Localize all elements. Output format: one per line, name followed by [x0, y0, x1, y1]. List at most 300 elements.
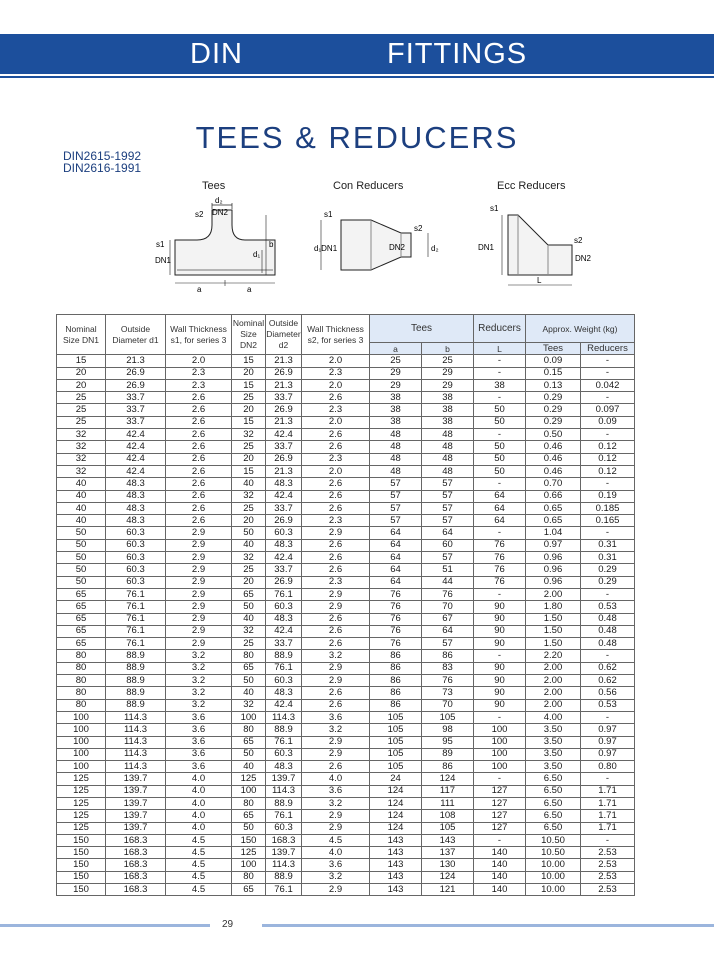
table-cell: 3.50: [526, 724, 581, 736]
tees-diagram: [150, 195, 290, 295]
table-cell: 2.9: [302, 736, 370, 748]
table-cell: 2.6: [302, 761, 370, 773]
table-row: [57, 736, 635, 748]
table-cell: 40: [57, 478, 106, 490]
table-row: [57, 638, 635, 650]
table-cell: 88.9: [106, 687, 166, 699]
table-cell: 80: [57, 675, 106, 687]
table-row: [57, 797, 635, 809]
table-cell: 3.2: [302, 797, 370, 809]
table-cell: 20: [232, 576, 266, 588]
table-cell: 143: [370, 834, 422, 846]
table-cell: 143: [370, 859, 422, 871]
table-cell: 0.48: [581, 625, 635, 637]
table-cell: 2.6: [166, 441, 232, 453]
table-cell: 64: [474, 490, 526, 502]
table-cell: 0.31: [581, 552, 635, 564]
table-cell: 64: [370, 576, 422, 588]
table-cell: 3.6: [166, 748, 232, 760]
table-cell: 57: [370, 490, 422, 502]
table-cell: 121: [422, 884, 474, 896]
table-cell: 137: [422, 847, 474, 859]
table-cell: 150: [232, 834, 266, 846]
table-cell: 2.9: [166, 625, 232, 637]
table-cell: 125: [57, 773, 106, 785]
table-cell: 3.6: [166, 711, 232, 723]
table-cell: 50: [57, 576, 106, 588]
table-cell: 0.097: [581, 404, 635, 416]
table-cell: -: [581, 711, 635, 723]
table-cell: 4.5: [166, 834, 232, 846]
table-cell: 168.3: [106, 859, 166, 871]
banner-underline: [0, 76, 714, 78]
table-cell: -: [581, 834, 635, 846]
table-cell: 21.3: [106, 355, 166, 367]
table-cell: 1.50: [526, 638, 581, 650]
table-cell: 3.2: [302, 724, 370, 736]
table-row: [57, 859, 635, 871]
table-cell: 50: [474, 404, 526, 416]
table-cell: 4.0: [166, 822, 232, 834]
table-cell: 124: [422, 871, 474, 883]
table-cell: 0.96: [526, 552, 581, 564]
table-cell: 80: [232, 871, 266, 883]
table-cell: 48: [370, 441, 422, 453]
table-cell: 4.5: [166, 847, 232, 859]
table-cell: 86: [370, 699, 422, 711]
con-s2-label: s2: [414, 224, 423, 233]
table-cell: 2.9: [166, 527, 232, 539]
table-row: [57, 416, 635, 428]
table-cell: 29: [370, 367, 422, 379]
table-cell: 21.3: [266, 379, 302, 391]
table-cell: 127: [474, 797, 526, 809]
table-cell: 60.3: [266, 822, 302, 834]
table-cell: 125: [57, 822, 106, 834]
table-cell: 2.6: [302, 699, 370, 711]
table-cell: 1.71: [581, 785, 635, 797]
table-cell: 0.12: [581, 441, 635, 453]
table-cell: -: [581, 650, 635, 662]
table-cell: 67: [422, 613, 474, 625]
table-cell: 80: [57, 662, 106, 674]
tees-a1-label: a: [197, 285, 202, 294]
table-cell: 90: [474, 662, 526, 674]
table-cell: 90: [474, 699, 526, 711]
table-cell: 0.53: [581, 601, 635, 613]
table-cell: 2.0: [302, 379, 370, 391]
table-cell: 60.3: [266, 748, 302, 760]
header-l: L: [474, 343, 526, 355]
table-cell: 15: [232, 416, 266, 428]
table-cell: 50: [232, 675, 266, 687]
table-cell: 3.6: [166, 736, 232, 748]
table-cell: 3.2: [166, 687, 232, 699]
table-cell: 100: [57, 711, 106, 723]
table-cell: 168.3: [106, 847, 166, 859]
tees-s1-label: s1: [156, 240, 165, 249]
table-cell: 42.4: [106, 453, 166, 465]
table-cell: 140: [474, 859, 526, 871]
table-cell: 2.0: [166, 355, 232, 367]
table-cell: 2.9: [302, 748, 370, 760]
table-cell: 32: [232, 552, 266, 564]
table-cell: 2.6: [166, 453, 232, 465]
table-row: [57, 662, 635, 674]
table-cell: 2.3: [302, 367, 370, 379]
tees-b-label: b: [269, 240, 274, 249]
table-cell: 76.1: [266, 588, 302, 600]
table-cell: 114.3: [106, 736, 166, 748]
table-cell: 2.6: [166, 404, 232, 416]
table-cell: 2.9: [302, 601, 370, 613]
table-cell: 4.5: [166, 884, 232, 896]
table-row: [57, 502, 635, 514]
table-row: [57, 429, 635, 441]
table-cell: 0.29: [581, 576, 635, 588]
table-cell: 76: [370, 613, 422, 625]
table-cell: 2.6: [302, 502, 370, 514]
table-cell: 0.29: [581, 564, 635, 576]
table-cell: 0.65: [526, 515, 581, 527]
table-cell: 139.7: [266, 773, 302, 785]
table-cell: 2.9: [302, 810, 370, 822]
table-cell: 65: [57, 625, 106, 637]
table-cell: 143: [370, 884, 422, 896]
table-cell: 48.3: [266, 613, 302, 625]
table-cell: 80: [57, 650, 106, 662]
table-cell: 38: [422, 416, 474, 428]
table-cell: 2.6: [166, 465, 232, 477]
table-cell: 0.12: [581, 465, 635, 477]
table-cell: 90: [474, 687, 526, 699]
table-cell: 0.09: [581, 416, 635, 428]
table-cell: 100: [474, 761, 526, 773]
table-cell: -: [474, 650, 526, 662]
table-cell: 2.6: [302, 613, 370, 625]
table-cell: 76: [474, 576, 526, 588]
table-cell: 64: [474, 515, 526, 527]
table-cell: 48.3: [266, 761, 302, 773]
table-cell: 50: [474, 453, 526, 465]
table-cell: 100: [57, 724, 106, 736]
table-cell: 90: [474, 638, 526, 650]
table-cell: 2.53: [581, 859, 635, 871]
table-cell: 3.50: [526, 736, 581, 748]
table-cell: -: [581, 392, 635, 404]
table-cell: 48: [370, 453, 422, 465]
table-cell: 139.7: [106, 810, 166, 822]
table-cell: 114.3: [106, 761, 166, 773]
table-cell: -: [581, 429, 635, 441]
table-cell: 88.9: [106, 650, 166, 662]
table-cell: 2.6: [302, 490, 370, 502]
table-cell: 50: [474, 416, 526, 428]
header-tees: Tees: [370, 315, 474, 343]
table-cell: 3.6: [166, 724, 232, 736]
table-cell: 15: [232, 355, 266, 367]
table-cell: 0.97: [581, 724, 635, 736]
table-cell: 2.9: [166, 576, 232, 588]
table-cell: 2.6: [302, 564, 370, 576]
tees-dn1-label: DN1: [155, 256, 172, 265]
table-cell: 105: [370, 711, 422, 723]
table-cell: 48.3: [106, 515, 166, 527]
table-cell: 2.53: [581, 871, 635, 883]
table-cell: 2.9: [166, 588, 232, 600]
table-row: [57, 785, 635, 797]
table-cell: 0.165: [581, 515, 635, 527]
table-cell: 60: [422, 539, 474, 551]
table-cell: 29: [422, 367, 474, 379]
table-row: [57, 527, 635, 539]
table-cell: 64: [370, 552, 422, 564]
table-cell: 2.3: [302, 453, 370, 465]
table-cell: 48: [370, 429, 422, 441]
header-b: b: [422, 343, 474, 355]
table-cell: 21.3: [266, 355, 302, 367]
table-cell: 83: [422, 662, 474, 674]
table-cell: 114.3: [106, 711, 166, 723]
table-cell: 48.3: [106, 502, 166, 514]
table-cell: 42.4: [266, 552, 302, 564]
header-outside-diameter-d2: Outside Diameter d2: [266, 315, 302, 355]
table-cell: -: [474, 588, 526, 600]
table-cell: 0.48: [581, 638, 635, 650]
table-cell: 140: [474, 847, 526, 859]
header-a: a: [370, 343, 422, 355]
table-cell: 4.0: [166, 810, 232, 822]
table-cell: 42.4: [106, 429, 166, 441]
table-row: [57, 465, 635, 477]
table-cell: 65: [232, 736, 266, 748]
header-weight-tees: Tees: [526, 343, 581, 355]
table-cell: 0.29: [526, 416, 581, 428]
table-cell: 65: [57, 638, 106, 650]
table-cell: 15: [57, 355, 106, 367]
table-cell: 21.3: [266, 416, 302, 428]
table-row: [57, 687, 635, 699]
table-cell: 0.70: [526, 478, 581, 490]
table-cell: 6.50: [526, 773, 581, 785]
footer-line-right: [262, 924, 714, 927]
table-cell: 64: [370, 539, 422, 551]
standards-block: [63, 150, 141, 174]
table-cell: 1.80: [526, 601, 581, 613]
table-cell: 25: [232, 392, 266, 404]
table-cell: 48.3: [266, 478, 302, 490]
table-cell: 111: [422, 797, 474, 809]
table-cell: 2.00: [526, 675, 581, 687]
table-cell: 4.0: [302, 847, 370, 859]
table-cell: 32: [57, 465, 106, 477]
table-cell: -: [581, 773, 635, 785]
table-cell: -: [474, 773, 526, 785]
table-cell: 114.3: [266, 711, 302, 723]
header-outside-diameter-d1: Outside Diameter d1: [106, 315, 166, 355]
table-cell: 25: [232, 441, 266, 453]
table-cell: 0.29: [526, 404, 581, 416]
table-cell: 48.3: [106, 490, 166, 502]
table-cell: 2.6: [166, 429, 232, 441]
table-cell: 76.1: [106, 601, 166, 613]
standard-2: DIN2616-1991: [63, 161, 142, 175]
table-cell: 150: [57, 847, 106, 859]
table-cell: 33.7: [106, 416, 166, 428]
table-cell: 40: [57, 515, 106, 527]
table-cell: 143: [370, 847, 422, 859]
table-cell: 86: [422, 761, 474, 773]
table-cell: 48: [370, 465, 422, 477]
table-cell: 42.4: [266, 429, 302, 441]
table-row: [57, 748, 635, 760]
table-row: [57, 711, 635, 723]
table-cell: -: [474, 429, 526, 441]
table-cell: 0.96: [526, 576, 581, 588]
table-cell: 15: [232, 465, 266, 477]
table-cell: 57: [370, 515, 422, 527]
table-cell: 105: [370, 748, 422, 760]
table-cell: 80: [232, 724, 266, 736]
table-cell: 3.2: [302, 650, 370, 662]
table-cell: 57: [422, 478, 474, 490]
table-row: [57, 478, 635, 490]
table-cell: 2.9: [302, 662, 370, 674]
table-cell: 2.53: [581, 847, 635, 859]
con-d1dn1-label: d₁DN1: [314, 244, 338, 253]
table-cell: 2.6: [302, 441, 370, 453]
table-cell: 88.9: [106, 699, 166, 711]
table-cell: 150: [57, 884, 106, 896]
table-cell: 90: [474, 613, 526, 625]
table-body: [57, 355, 635, 896]
table-cell: 108: [422, 810, 474, 822]
table-cell: 76: [370, 601, 422, 613]
header-banner: [0, 34, 714, 74]
table-row: [57, 613, 635, 625]
table-cell: 114.3: [106, 724, 166, 736]
header-wall-thickness-s1: Wall Thickness s1, for series 3: [166, 315, 232, 355]
table-cell: 4.5: [166, 871, 232, 883]
table-cell: 40: [57, 490, 106, 502]
table-cell: 98: [422, 724, 474, 736]
table-row: [57, 564, 635, 576]
table-cell: 139.7: [106, 822, 166, 834]
table-cell: 3.50: [526, 748, 581, 760]
table-cell: 65: [57, 601, 106, 613]
table-cell: 26.9: [106, 379, 166, 391]
table-cell: 2.9: [302, 675, 370, 687]
table-cell: 65: [232, 588, 266, 600]
table-cell: 100: [57, 748, 106, 760]
table-cell: 168.3: [106, 884, 166, 896]
table-cell: 0.66: [526, 490, 581, 502]
table-cell: 48.3: [266, 539, 302, 551]
table-cell: 2.6: [166, 502, 232, 514]
table-cell: 25: [57, 392, 106, 404]
table-cell: 25: [57, 416, 106, 428]
table-cell: 50: [232, 601, 266, 613]
table-cell: 3.6: [302, 711, 370, 723]
table-cell: 76.1: [106, 588, 166, 600]
table-cell: 50: [57, 539, 106, 551]
table-cell: 60.3: [106, 564, 166, 576]
table-cell: 2.6: [166, 416, 232, 428]
table-cell: 105: [422, 711, 474, 723]
table-cell: 127: [474, 810, 526, 822]
table-cell: 124: [370, 797, 422, 809]
table-cell: 50: [232, 822, 266, 834]
table-cell: -: [581, 588, 635, 600]
table-row: [57, 871, 635, 883]
table-cell: 125: [232, 847, 266, 859]
table-cell: 50: [232, 748, 266, 760]
table-cell: 32: [57, 453, 106, 465]
table-cell: 76: [370, 638, 422, 650]
table-cell: 168.3: [106, 834, 166, 846]
table-cell: 90: [474, 601, 526, 613]
table-cell: 70: [422, 601, 474, 613]
con-reducer-diagram: [306, 195, 446, 285]
table-cell: 105: [370, 736, 422, 748]
table-cell: 125: [232, 773, 266, 785]
table-cell: 76.1: [106, 638, 166, 650]
table-cell: 2.3: [166, 379, 232, 391]
table-cell: 64: [474, 502, 526, 514]
header-reducers: Reducers: [474, 315, 526, 343]
table-cell: 40: [232, 478, 266, 490]
table-cell: 140: [474, 884, 526, 896]
table-cell: 25: [422, 355, 474, 367]
table-cell: 124: [422, 773, 474, 785]
table-cell: 3.6: [166, 761, 232, 773]
table-cell: 48: [422, 441, 474, 453]
table-cell: 48.3: [106, 478, 166, 490]
table-row: [57, 552, 635, 564]
table-cell: 125: [57, 810, 106, 822]
table-cell: 2.00: [526, 687, 581, 699]
table-cell: 0.042: [581, 379, 635, 391]
table-cell: 20: [232, 404, 266, 416]
table-cell: 60.3: [266, 527, 302, 539]
table-row: [57, 379, 635, 391]
table-cell: 2.9: [166, 613, 232, 625]
table-cell: 2.0: [302, 465, 370, 477]
footer-line-left: [0, 924, 210, 927]
table-cell: 114.3: [266, 785, 302, 797]
table-cell: 44: [422, 576, 474, 588]
table-cell: 3.2: [166, 650, 232, 662]
table-cell: 2.00: [526, 588, 581, 600]
table-cell: 76: [370, 588, 422, 600]
table-cell: 0.96: [526, 564, 581, 576]
table-cell: 0.13: [526, 379, 581, 391]
table-cell: 0.09: [526, 355, 581, 367]
table-cell: 143: [370, 871, 422, 883]
table-cell: 42.4: [106, 465, 166, 477]
table-cell: 3.6: [302, 785, 370, 797]
page-title: TEES & REDUCERS: [195, 120, 519, 155]
table-cell: 32: [232, 625, 266, 637]
table-cell: 0.185: [581, 502, 635, 514]
table-cell: 50: [232, 527, 266, 539]
table-cell: 90: [474, 675, 526, 687]
table-cell: -: [474, 367, 526, 379]
table-cell: 150: [57, 871, 106, 883]
table-cell: 80: [57, 687, 106, 699]
table-cell: 130: [422, 859, 474, 871]
table-cell: 26.9: [106, 367, 166, 379]
